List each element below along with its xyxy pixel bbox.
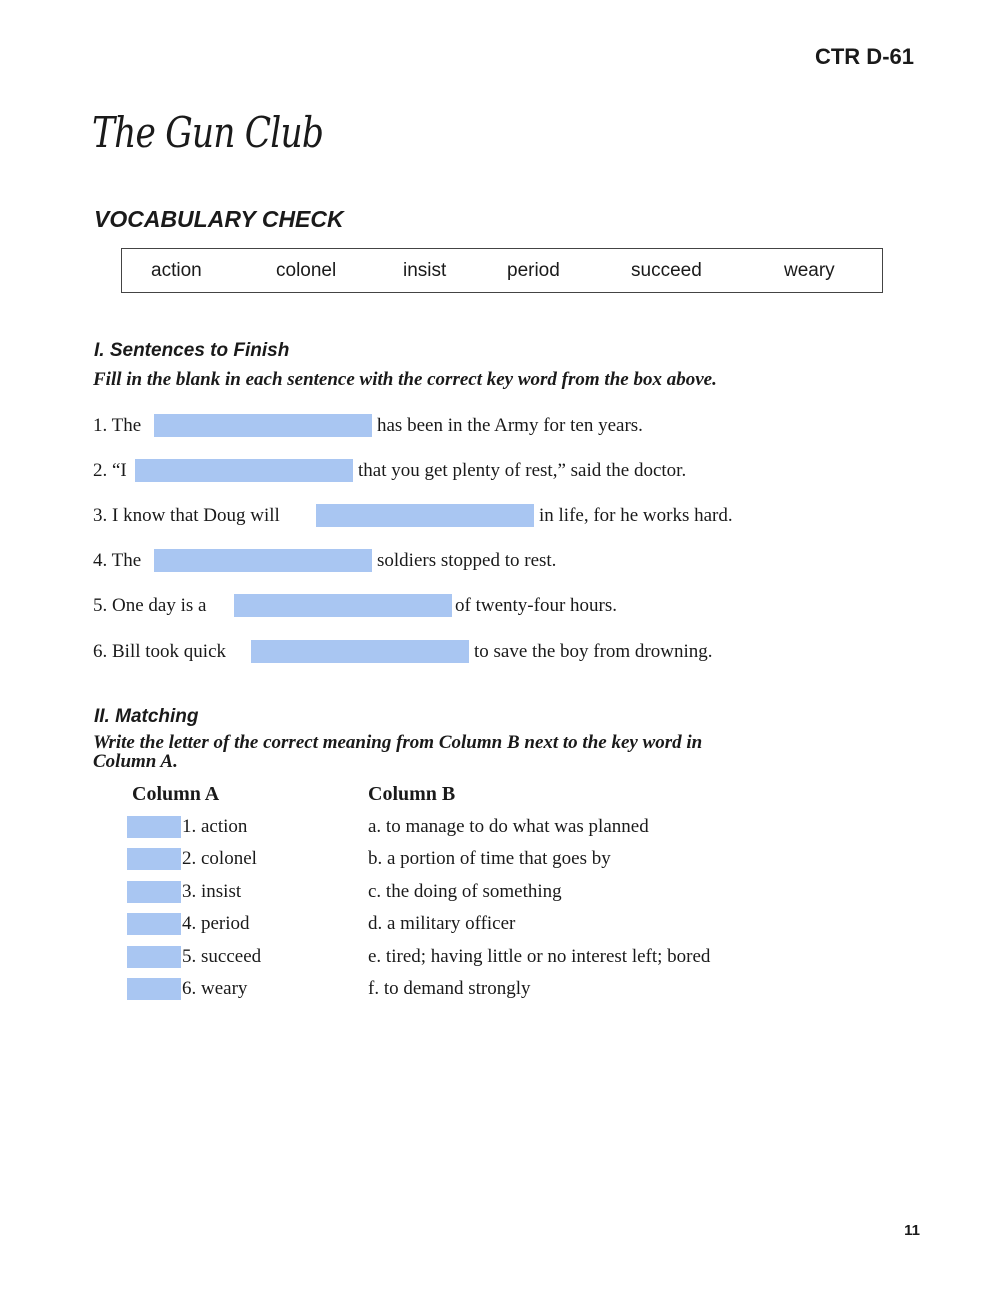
column-a-item: 6. weary (182, 978, 248, 999)
vocabulary-heading: VOCABULARY CHECK (94, 206, 344, 232)
word-bank-word: weary (784, 260, 835, 281)
column-a-item: 1. action (182, 816, 248, 837)
match-blank-1[interactable] (127, 816, 181, 838)
sentence-5-blank[interactable] (234, 594, 452, 617)
column-b-item: c. the doing of something (368, 881, 562, 902)
sentence-4-blank[interactable] (154, 549, 372, 572)
sentence-6-after: to save the boy from drowning. (474, 641, 713, 662)
word-bank-word: action (151, 260, 202, 281)
sentence-5-before: 5. One day is a (93, 595, 207, 616)
match-blank-6[interactable] (127, 978, 181, 1000)
column-a-item: 4. period (182, 913, 250, 934)
sentence-6-blank[interactable] (251, 640, 469, 663)
column-b-item: a. to manage to do what was planned (368, 816, 649, 837)
column-b-item: b. a portion of time that goes by (368, 848, 611, 869)
match-blank-3[interactable] (127, 881, 181, 903)
column-b-item: d. a military officer (368, 913, 516, 934)
sentence-3-before: 3. I know that Doug will (93, 505, 280, 526)
sentence-2-blank[interactable] (135, 459, 353, 482)
match-blank-5[interactable] (127, 946, 181, 968)
page-number: 11 (904, 1222, 920, 1239)
sentence-3-blank[interactable] (316, 504, 534, 527)
word-bank-word: insist (403, 260, 447, 281)
column-a-item: 3. insist (182, 881, 242, 902)
column-a-item: 5. succeed (182, 946, 262, 967)
section2-instruction-line1: Write the letter of the correct meaning from Column B next to the key word in (93, 732, 703, 753)
word-bank-word: colonel (276, 260, 337, 281)
section2-heading: II. Matching (94, 706, 199, 727)
match-blank-4[interactable] (127, 913, 181, 935)
document-code: CTR D-61 (814, 44, 914, 69)
section1-heading: I. Sentences to Finish (94, 340, 290, 361)
section2-instruction-line2: Column A. (93, 751, 178, 772)
sentence-4-after: soldiers stopped to rest. (377, 550, 557, 571)
column-a-header: Column A (132, 783, 220, 805)
sentence-1-after: has been in the Army for ten years. (377, 415, 643, 436)
column-b-item: f. to demand strongly (368, 978, 531, 999)
sentence-1-blank[interactable] (154, 414, 372, 437)
sentence-2-before: 2. “I (93, 460, 127, 481)
sentence-6-before: 6. Bill took quick (93, 641, 226, 662)
column-b-item: e. tired; having little or no interest left; bored (368, 946, 711, 967)
word-bank-box (121, 248, 883, 293)
sentence-1-before: 1. The (93, 415, 142, 436)
sentence-2-after: that you get plenty of rest,” said the doctor. (358, 460, 687, 481)
sentence-4-before: 4. The (93, 550, 142, 571)
column-a-item: 2. colonel (182, 848, 257, 869)
sentence-5-after: of twenty-four hours. (455, 595, 617, 616)
section1-instruction: Fill in the blank in each sentence with the correct key word from the box above. (93, 369, 717, 390)
match-blank-2[interactable] (127, 848, 181, 870)
column-b-header: Column B (368, 783, 456, 805)
word-bank-word: period (507, 260, 560, 281)
page-title: The Gun Club (92, 108, 324, 157)
sentence-3-after: in life, for he works hard. (539, 505, 733, 526)
word-bank-word: succeed (631, 260, 702, 281)
